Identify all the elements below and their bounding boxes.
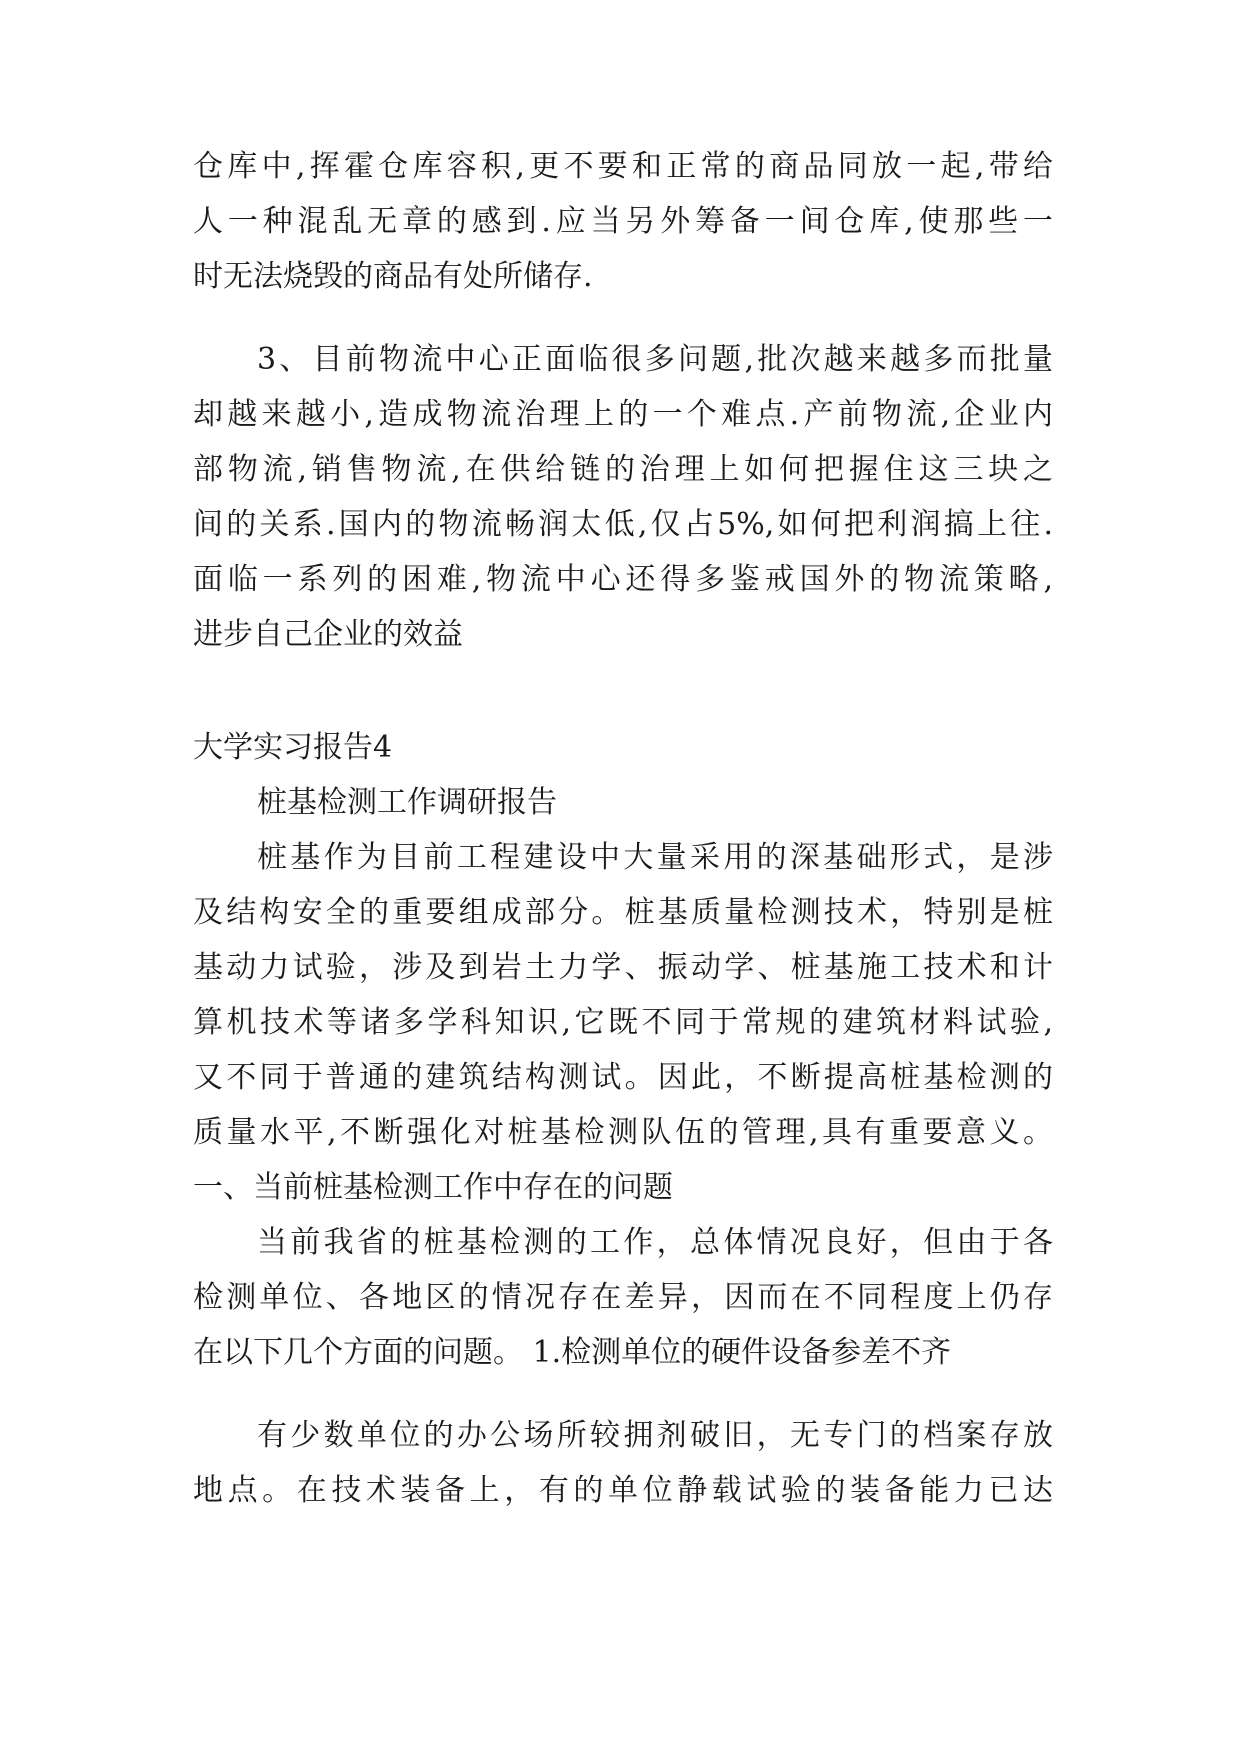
text-line: 当前我省的桩基检测的工作，总体情况良好，但由于各 xyxy=(257,1225,1053,1260)
text-line: 却越来越小,造成物流治理上的一个难点.产前物流,企业内 xyxy=(193,397,1053,432)
text-line: 有少数单位的办公场所较拥剂破旧，无专门的档案存放 xyxy=(257,1418,1053,1453)
text-line: 进步自己企业的效益 xyxy=(193,617,463,652)
report-title: 桩基检测工作调研报告 xyxy=(257,785,557,820)
text-line: 及结构安全的重要组成部分。桩基质量检测技术，特别是桩 xyxy=(193,895,1053,930)
text-line: 部物流,销售物流,在供给链的治理上如何把握住这三块之 xyxy=(193,452,1053,487)
text-line: 质量水平,不断强化对桩基检测队伍的管理,具有重要意义。 xyxy=(193,1115,1053,1150)
text-line: 地点。在技术装备上，有的单位静载试验的装备能力已达 xyxy=(193,1473,1053,1508)
subsection-heading: 一、当前桩基检测工作中存在的问题 xyxy=(193,1170,673,1205)
text-line: 检测单位、各地区的情况存在差异，因而在不同程度上仍存 xyxy=(193,1280,1053,1315)
text-line: 3、目前物流中心正面临很多问题,批次越来越多而批量 xyxy=(257,342,1053,377)
text-line: 算机技术等诸多学科知识,它既不同于常规的建筑材料试验, xyxy=(193,1005,1053,1040)
text-line: 桩基作为目前工程建设中大量采用的深基础形式，是涉 xyxy=(257,840,1053,875)
text-line: 面临一系列的困难,物流中心还得多鉴戒国外的物流策略, xyxy=(193,562,1053,597)
text-line: 仓库中,挥霍仓库容积,更不要和正常的商品同放一起,带给 xyxy=(193,149,1053,184)
text-line: 时无法烧毁的商品有处所储存. xyxy=(193,259,593,294)
text-line: 基动力试验，涉及到岩土力学、振动学、桩基施工技术和计 xyxy=(193,950,1053,985)
text-line: 又不同于普通的建筑结构测试。因此，不断提高桩基检测的 xyxy=(193,1060,1053,1095)
text-line: 间的关系.国内的物流畅润太低,仅占5%,如何把利润搞上往. xyxy=(193,507,1053,542)
text-line: 人一种混乱无章的感到.应当另外筹备一间仓库,使那些一 xyxy=(193,204,1053,239)
section-heading: 大学实习报告4 xyxy=(193,730,393,765)
text-line: 在以下几个方面的问题。 1.检测单位的硬件设备参差不齐 xyxy=(193,1335,952,1370)
